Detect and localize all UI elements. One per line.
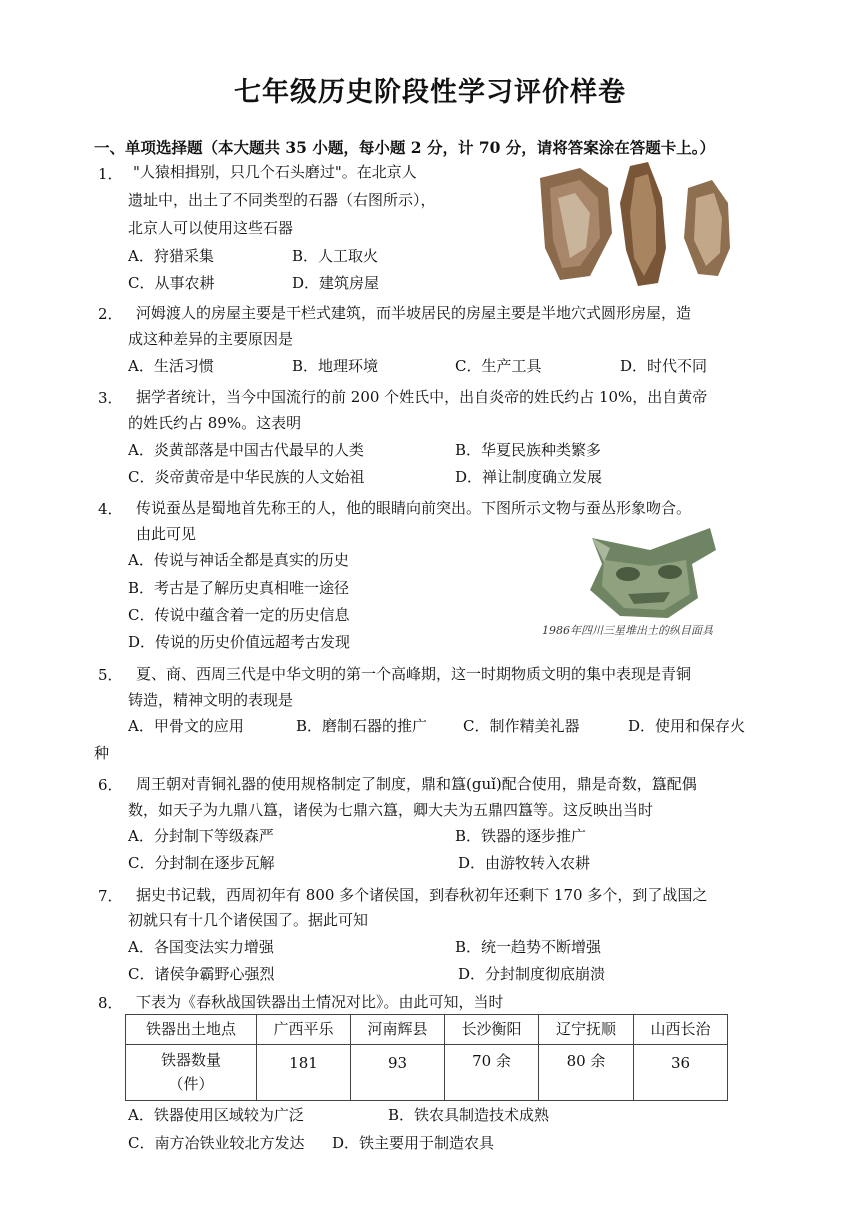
- question-number: 5．: [98, 666, 123, 684]
- option-b: B．铁农具制造技术成熟: [388, 1106, 550, 1124]
- question-stem-line: 数，如天子为九鼎八簋，诸侯为七鼎六簋，卿大夫为五鼎四簋等。这反映出当时: [128, 801, 654, 819]
- table-cell: 70 余: [445, 1045, 539, 1101]
- table-row-label: [126, 1045, 257, 1101]
- question-number: 1．: [98, 165, 123, 183]
- table-row-label-unit: （件）: [168, 1075, 214, 1093]
- iron-ware-table: [125, 1014, 728, 1101]
- table-cell: 181: [257, 1045, 351, 1101]
- question-stem-line: 据学者统计，当今中国流行的前 200 个姓氏中，出自炎帝的姓氏约占 10%，出自黄帝: [136, 388, 708, 406]
- option-b: B．人工取火: [292, 247, 379, 265]
- question-number: 7．: [98, 887, 123, 905]
- table-header-cell: 铁器出土地点: [126, 1015, 257, 1045]
- option-a: A．分封制下等级森严: [128, 827, 274, 845]
- table-header-row: [126, 1015, 728, 1045]
- option-d: D．禅让制度确立发展: [455, 468, 603, 486]
- option-d: D．分封制度彻底崩溃: [458, 965, 606, 983]
- table-header-cell: 长沙衡阳: [445, 1015, 539, 1045]
- question-stem-line: 由此可见: [136, 525, 197, 543]
- option-d: D．传说的历史价值远超考古发现: [128, 633, 351, 651]
- option-c: C．生产工具: [455, 357, 542, 375]
- question-stem-line: 的姓氏约占 89%。这表明: [128, 414, 302, 432]
- option-a: A．各国变法实力增强: [128, 938, 274, 956]
- question-number: 2．: [98, 305, 123, 323]
- option-a: A．铁器使用区域较为广泛: [128, 1106, 304, 1124]
- option-b: B．统一趋势不断增强: [455, 938, 602, 956]
- table-header-cell: 山西长治: [634, 1015, 728, 1045]
- option-b: B．铁器的逐步推广: [455, 827, 587, 845]
- option-c: C．诸侯争霸野心强烈: [128, 965, 275, 983]
- table-row: [126, 1045, 728, 1101]
- table-cell: 80 余: [539, 1045, 634, 1101]
- option-a: A．炎黄部落是中国古代最早的人类: [128, 441, 364, 459]
- table-row-label-line: 铁器数量: [160, 1051, 221, 1069]
- option-c: C．从事农耕: [128, 274, 215, 292]
- question-stem-line: 北京人可以使用这些石器: [128, 219, 294, 237]
- question-number: 4．: [98, 500, 123, 518]
- question-stem-line: 遗址中，出土了不同类型的石器（右图所示），: [128, 191, 436, 209]
- question-stem-line: 下表为《春秋战国铁器出土情况对比》。由此可知，当时: [136, 993, 504, 1011]
- option-b: B．地理环境: [292, 357, 379, 375]
- page-title: 七年级历史阶段性学习评价样卷: [234, 77, 626, 108]
- option-d: D．由游牧转入农耕: [458, 854, 591, 872]
- question-stem-line: 夏、商、西周三代是中华文明的第一个高峰期，这一时期物质文明的集中表现是青铜: [136, 665, 692, 683]
- section-heading: 一、单项选择题（本大题共 35 小题，每小题 2 分，计 70 分，请将答案涂在答题卡上。）: [94, 138, 716, 157]
- question-stem-line: 成这种差异的主要原因是: [128, 330, 294, 348]
- option-c: C．南方冶铁业较北方发达: [128, 1134, 305, 1152]
- option-d: D．时代不同: [620, 357, 708, 375]
- question-stem-line: 初就只有十几个诸侯国了。据此可知: [128, 911, 369, 929]
- option-c: C．传说中蕴含着一定的历史信息: [128, 606, 350, 624]
- option-d: D．使用和保存火: [628, 717, 746, 735]
- option-b: B．华夏民族种类繁多: [455, 441, 602, 459]
- option-c: C．制作精美礼器: [463, 717, 580, 735]
- option-b: B．磨制石器的推广: [296, 717, 428, 735]
- question-number: 3．: [98, 389, 123, 407]
- option-a: A．甲骨文的应用: [128, 717, 244, 735]
- question-stem-line: "人猿相揖别，只几个石头磨过"。在北京人: [133, 163, 417, 181]
- question-number: 6．: [98, 776, 123, 794]
- table-header-cell: 辽宁抚顺: [539, 1015, 634, 1045]
- question-stem-line: 传说蚕丛是蜀地首先称王的人，他的眼睛向前突出。下图所示文物与蚕丛形象吻合。: [136, 499, 692, 517]
- table-header-cell: 广西平乐: [257, 1015, 351, 1045]
- option-b: B．考古是了解历史真相唯一途径: [128, 579, 350, 597]
- table-cell: 93: [351, 1045, 445, 1101]
- option-a: A．生活习惯: [128, 357, 214, 375]
- option-d: D．建筑房屋: [292, 274, 380, 292]
- bronze-mask-image: [580, 520, 720, 625]
- option-c: C．分封制在逐步瓦解: [128, 854, 275, 872]
- table-header-cell: 河南辉县: [351, 1015, 445, 1045]
- stone-tools-image: [520, 158, 738, 290]
- question-number: 8．: [98, 994, 123, 1012]
- question-stem-line: 河姆渡人的房屋主要是干栏式建筑，而半坡居民的房屋主要是半地穴式圆形房屋，造: [136, 304, 692, 322]
- option-a: A．传说与神话全都是真实的历史: [128, 551, 349, 569]
- question-stem-line: 据史书记载，西周初年有 800 多个诸侯国，到春秋初年还剩下 170 多个，到了战国之: [136, 886, 708, 904]
- option-c: C．炎帝黄帝是中华民族的人文始祖: [128, 468, 365, 486]
- question-stem-line: 周王朝对青铜礼器的使用规格制定了制度，鼎和簋(guǐ)配合使用，鼎是奇数，簋配偶: [136, 775, 697, 793]
- option-a: A．狩猎采集: [128, 247, 214, 265]
- table-cell: 36: [634, 1045, 728, 1101]
- option-d: D．铁主要用于制造农具: [332, 1134, 495, 1152]
- question-stem-line: 铸造，精神文明的表现是: [128, 691, 294, 709]
- option-d-continued: 种: [94, 744, 110, 762]
- image-caption: 1986年四川三星堆出土的纵目面具: [542, 624, 713, 637]
